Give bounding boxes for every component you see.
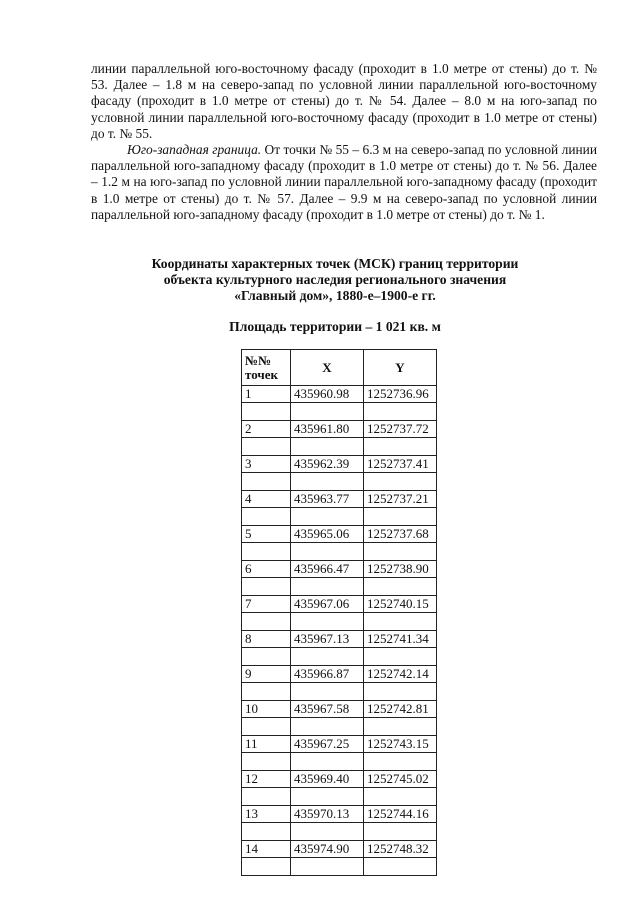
table-row: [242, 421, 437, 438]
table-row: [242, 631, 437, 648]
cell-point-number: 2: [242, 421, 291, 438]
cell-y: 1252738.90: [364, 561, 437, 578]
cell-x: 435960.98: [291, 386, 364, 403]
cell-point-number: 8: [242, 631, 291, 648]
boundary-label: Юго-западная граница.: [127, 142, 262, 157]
empty-cell: [291, 438, 364, 456]
cell-point-number: 7: [242, 596, 291, 613]
territory-area: Площадь территории – 1 021 кв. м: [229, 319, 441, 334]
cell-y: 1252744.16: [364, 806, 437, 823]
empty-cell: [364, 403, 437, 421]
cell-point-number: 12: [242, 771, 291, 788]
empty-cell: [291, 788, 364, 806]
cell-x: 435970.13: [291, 806, 364, 823]
empty-cell: [291, 473, 364, 491]
empty-cell: [291, 403, 364, 421]
empty-cell: [291, 543, 364, 561]
empty-cell: [364, 438, 437, 456]
table-row: [242, 526, 437, 543]
cell-y: 1252743.15: [364, 736, 437, 753]
table-row: [242, 841, 437, 858]
table-spacer-row: [242, 438, 437, 456]
table-spacer-row: [242, 823, 437, 841]
header-x: X: [291, 350, 364, 386]
cell-y: 1252748.32: [364, 841, 437, 858]
empty-cell: [242, 683, 291, 701]
cell-x: 435966.47: [291, 561, 364, 578]
table-row: [242, 701, 437, 718]
empty-cell: [291, 578, 364, 596]
cell-x: 435963.77: [291, 491, 364, 508]
table-spacer-row: [242, 403, 437, 421]
table-spacer-row: [242, 788, 437, 806]
empty-cell: [242, 823, 291, 841]
table-spacer-row: [242, 508, 437, 526]
paragraph-southwest-boundary: [91, 142, 597, 223]
empty-cell: [364, 788, 437, 806]
cell-y: 1252737.41: [364, 456, 437, 473]
empty-cell: [291, 718, 364, 736]
table-row: [242, 666, 437, 683]
cell-point-number: 6: [242, 561, 291, 578]
table-row: [242, 491, 437, 508]
coordinates-heading: [80, 256, 590, 304]
cell-x: 435962.39: [291, 456, 364, 473]
empty-cell: [242, 403, 291, 421]
cell-x: 435965.06: [291, 526, 364, 543]
empty-cell: [291, 683, 364, 701]
cell-point-number: 9: [242, 666, 291, 683]
cell-y: 1252745.02: [364, 771, 437, 788]
cell-point-number: 1: [242, 386, 291, 403]
empty-cell: [364, 683, 437, 701]
cell-x: 435961.80: [291, 421, 364, 438]
cell-point-number: 5: [242, 526, 291, 543]
cell-point-number: 4: [242, 491, 291, 508]
cell-point-number: 14: [242, 841, 291, 858]
header-y: Y: [364, 350, 437, 386]
table-row: [242, 736, 437, 753]
cell-y: 1252740.15: [364, 596, 437, 613]
empty-cell: [242, 508, 291, 526]
table-row: [242, 386, 437, 403]
empty-cell: [242, 613, 291, 631]
empty-cell: [364, 718, 437, 736]
cell-x: 435969.40: [291, 771, 364, 788]
empty-cell: [291, 508, 364, 526]
table-row: [242, 771, 437, 788]
empty-cell: [242, 858, 291, 876]
empty-cell: [364, 613, 437, 631]
empty-cell: [242, 438, 291, 456]
table-spacer-row: [242, 473, 437, 491]
coordinates-table: [241, 349, 437, 876]
table-row: [242, 596, 437, 613]
heading-line-1: Координаты характерных точек (МСК) границ территории: [151, 256, 519, 271]
table-row: [242, 456, 437, 473]
table-spacer-row: [242, 683, 437, 701]
paragraph-southeast-boundary: [91, 61, 597, 142]
cell-x: 435966.87: [291, 666, 364, 683]
empty-cell: [364, 648, 437, 666]
empty-cell: [242, 753, 291, 771]
cell-x: 435967.13: [291, 631, 364, 648]
empty-cell: [291, 823, 364, 841]
empty-cell: [364, 508, 437, 526]
empty-cell: [242, 578, 291, 596]
cell-y: 1252736.96: [364, 386, 437, 403]
heading-line-2: объекта культурного наследия регионального значения: [163, 272, 507, 287]
table-spacer-row: [242, 718, 437, 736]
cell-point-number: 10: [242, 701, 291, 718]
cell-y: 1252737.72: [364, 421, 437, 438]
table-row: [242, 561, 437, 578]
cell-y: 1252741.34: [364, 631, 437, 648]
empty-cell: [242, 648, 291, 666]
cell-y: 1252742.14: [364, 666, 437, 683]
empty-cell: [364, 473, 437, 491]
empty-cell: [291, 753, 364, 771]
cell-x: 435967.58: [291, 701, 364, 718]
empty-cell: [242, 473, 291, 491]
empty-cell: [364, 578, 437, 596]
cell-y: 1252737.21: [364, 491, 437, 508]
cell-point-number: 11: [242, 736, 291, 753]
header-point-number: №№ точек: [242, 350, 291, 386]
cell-point-number: 3: [242, 456, 291, 473]
empty-cell: [364, 543, 437, 561]
paragraph-text: линии параллельной юго-восточному фасаду (проходит в 1.0 метре от стены) до т. № 53. Далее – 1.8 м на северо-запад по условной линии параллельной юго-восточному фасаду (проходит в 1.0 метре от стены) до т. № 54. Далее – 8.0 м на юго-запад по условной линии параллельной юго-восточному фасаду (проходит в 1.0 метре от стены) до т. № 55.: [91, 61, 597, 141]
empty-cell: [291, 648, 364, 666]
empty-cell: [242, 543, 291, 561]
empty-cell: [291, 858, 364, 876]
empty-cell: [291, 613, 364, 631]
table-spacer-row: [242, 578, 437, 596]
paragraph-text: От точки № 55 – 6.3 м на северо-запад по условной линии параллельной юго-западному фасаду (проходит в 1.0 метре от стены) до т. № 56. Далее – 1.2 м на юго-запад по условной линии параллельной юго-западному фасаду (проходит в 1.0 метре от стены) до т. № 57. Далее – 9.9 м на северо-запад по условной линии параллельной юго-западному фасаду (проходит в 1.0 метре от стены) до т. № 1.: [91, 142, 597, 222]
table-spacer-row: [242, 613, 437, 631]
cell-y: 1252742.81: [364, 701, 437, 718]
table-spacer-row: [242, 543, 437, 561]
empty-cell: [364, 858, 437, 876]
table-spacer-row: [242, 648, 437, 666]
heading-line-3: «Главный дом», 1880-е–1900-е гг.: [234, 288, 436, 303]
cell-x: 435967.06: [291, 596, 364, 613]
cell-x: 435974.90: [291, 841, 364, 858]
empty-cell: [364, 823, 437, 841]
table-header-row: [242, 350, 437, 386]
table-row: [242, 806, 437, 823]
cell-y: 1252737.68: [364, 526, 437, 543]
cell-point-number: 13: [242, 806, 291, 823]
empty-cell: [242, 718, 291, 736]
empty-cell: [242, 788, 291, 806]
table-spacer-row: [242, 753, 437, 771]
table-spacer-row: [242, 858, 437, 876]
cell-x: 435967.25: [291, 736, 364, 753]
empty-cell: [364, 753, 437, 771]
